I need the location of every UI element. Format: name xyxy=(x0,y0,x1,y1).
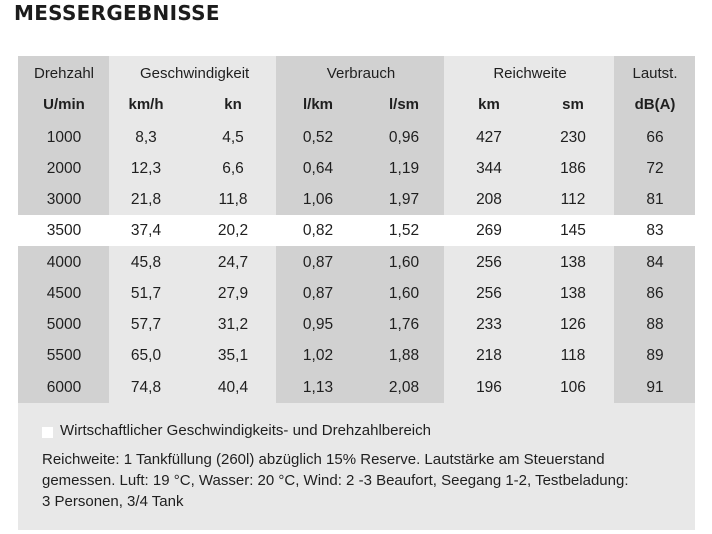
table-cell: 0,96 xyxy=(388,129,420,146)
table-cell: 269 xyxy=(476,222,502,239)
table-cell: 0,95 xyxy=(302,316,334,333)
header-reichweite: Reichweite xyxy=(493,65,567,82)
table-cell: 20,2 xyxy=(217,222,249,239)
table-cell: 1,06 xyxy=(302,191,334,208)
unit-rpm: U/min xyxy=(43,96,85,113)
table-cell: 45,8 xyxy=(130,254,162,271)
table-cell: 208 xyxy=(476,191,502,208)
table-cell: 0,87 xyxy=(302,254,334,271)
table-cell: 6,6 xyxy=(222,160,244,177)
table-cell: 72 xyxy=(646,160,664,177)
page-title: MESSERGEBNISSE xyxy=(14,1,220,25)
header-drehzahl: Drehzahl xyxy=(33,65,95,82)
table-cell: 57,7 xyxy=(130,316,162,333)
header-geschwindigkeit: Geschwindigkeit xyxy=(140,65,250,82)
table-cell: 196 xyxy=(476,379,502,396)
footnote-line-2: gemessen. Luft: 19 °C, Wasser: 20 °C, Wind: 2 -3 Beaufort, Seegang 1-2, Testbeladung: xyxy=(42,472,629,489)
table-cell: 51,7 xyxy=(130,285,162,302)
table-cell: 86 xyxy=(646,285,664,302)
footnote-line-3: 3 Personen, 3/4 Tank xyxy=(42,493,184,510)
table-cell: 65,0 xyxy=(130,347,162,364)
table-cell: 24,7 xyxy=(217,254,249,271)
table-cell: 256 xyxy=(476,254,502,271)
table-cell: 1,76 xyxy=(388,316,420,333)
table-cell: 83 xyxy=(646,222,664,239)
table-cell: 2,08 xyxy=(388,379,420,396)
table-cell: 218 xyxy=(476,347,502,364)
table-cell: 233 xyxy=(476,316,502,333)
table-cell: 40,4 xyxy=(217,379,249,396)
unit-sm: sm xyxy=(562,96,584,113)
table-cell: 1,02 xyxy=(302,347,334,364)
table-cell: 8,3 xyxy=(135,129,157,146)
table-cell: 1,19 xyxy=(388,160,420,177)
table-cell: 4,5 xyxy=(222,129,244,146)
table-cell: 31,2 xyxy=(217,316,249,333)
table-cell: 3500 xyxy=(46,222,82,239)
table-cell: 3000 xyxy=(46,191,82,208)
table-cell: 1000 xyxy=(46,129,82,146)
unit-kmh: km/h xyxy=(128,96,164,113)
legend-label: Wirtschaftlicher Geschwindigkeits- und Drehzahlbereich xyxy=(60,422,431,439)
table-cell: 1,13 xyxy=(302,379,334,396)
legend-white-swatch xyxy=(42,427,53,438)
table-cell: 230 xyxy=(560,129,586,146)
table-cell: 11,8 xyxy=(218,191,248,208)
table-cell: 37,4 xyxy=(130,222,162,239)
table-cell: 4500 xyxy=(46,285,82,302)
table-cell: 74,8 xyxy=(130,379,162,396)
unit-dba: dB(A) xyxy=(634,96,676,113)
table-cell: 145 xyxy=(560,222,586,239)
table-cell: 186 xyxy=(560,160,586,177)
table-cell: 0,82 xyxy=(302,222,334,239)
unit-l-per-sm: l/sm xyxy=(388,96,419,113)
table-cell: 344 xyxy=(476,160,502,177)
table-cell: 118 xyxy=(560,347,586,364)
table-cell: 89 xyxy=(646,347,664,364)
table-cell: 112 xyxy=(560,191,586,208)
header-verbrauch: Verbrauch xyxy=(326,65,396,82)
table-cell: 4000 xyxy=(46,254,82,271)
table-cell: 66 xyxy=(646,129,664,146)
unit-km: km xyxy=(478,96,500,113)
table-cell: 6000 xyxy=(46,379,82,396)
table-cell: 1,88 xyxy=(388,347,420,364)
table-cell: 1,60 xyxy=(388,254,420,271)
table-cell: 0,87 xyxy=(302,285,334,302)
table-cell: 1,60 xyxy=(388,285,420,302)
table-cell: 106 xyxy=(560,379,586,396)
table-cell: 21,8 xyxy=(130,191,162,208)
table-cell: 5000 xyxy=(46,316,82,333)
table-cell: 91 xyxy=(646,379,664,396)
table-cell: 81 xyxy=(646,191,664,208)
table-cell: 27,9 xyxy=(217,285,249,302)
table-cell: 427 xyxy=(476,129,502,146)
table-cell: 5500 xyxy=(46,347,82,364)
table-cell: 1,97 xyxy=(388,191,420,208)
table-cell: 12,3 xyxy=(130,160,162,177)
table-cell: 0,52 xyxy=(302,129,334,146)
unit-l-per-km: l/km xyxy=(302,96,333,113)
table-cell: 88 xyxy=(646,316,664,333)
footnote-line-1: Reichweite: 1 Tankfüllung (260l) abzüglich 15% Reserve. Lautstärke am Steuerstand xyxy=(42,451,605,468)
table-cell: 1,52 xyxy=(388,222,420,239)
table-cell: 138 xyxy=(560,254,586,271)
table-cell: 84 xyxy=(646,254,664,271)
header-lautstaerke: Lautst. xyxy=(632,65,678,82)
table-cell: 138 xyxy=(560,285,586,302)
table-cell: 0,64 xyxy=(302,160,334,177)
table-cell: 2000 xyxy=(46,160,82,177)
table-cell: 35,1 xyxy=(217,347,249,364)
table-cell: 126 xyxy=(560,316,586,333)
table-cell: 256 xyxy=(476,285,502,302)
unit-kn: kn xyxy=(224,96,242,113)
